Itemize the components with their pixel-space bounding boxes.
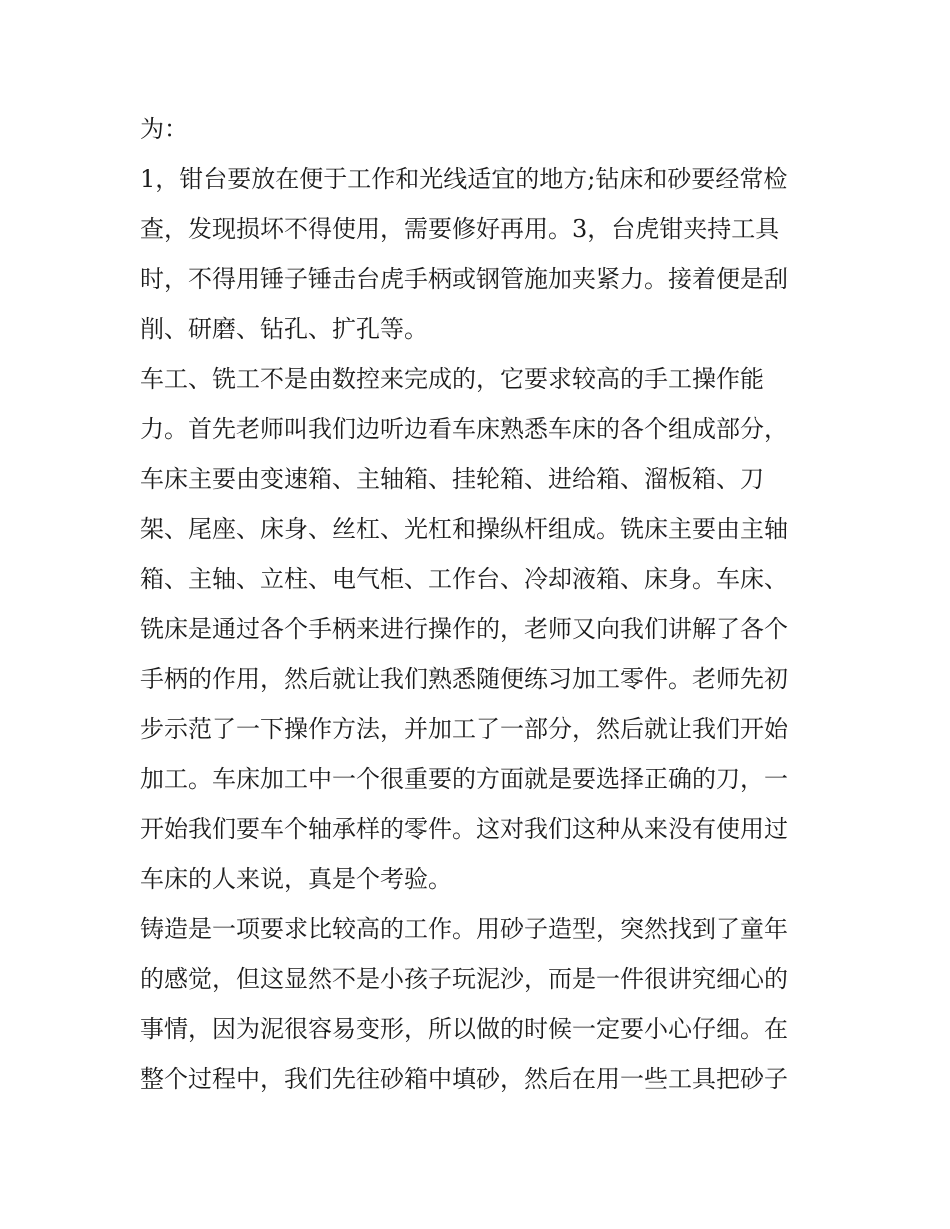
text-line: 车床的人来说，真是个考验。 — [140, 865, 452, 893]
text-line: 为： — [140, 115, 188, 143]
text-line: 事情，因为泥很容易变形，所以做的时候一定要小心仔细。在 — [140, 1015, 788, 1043]
text-line: 手柄的作用，然后就让我们熟悉随便练习加工零件。老师先初 — [140, 665, 788, 693]
text-line: 整个过程中，我们先往砂箱中填砂，然后在用一些工具把砂子 — [140, 1065, 788, 1093]
text-line: 铸造是一项要求比较高的工作。用砂子造型，突然找到了童年 — [140, 915, 788, 943]
text-line: 削、研磨、钻孔、扩孔等。 — [140, 315, 428, 343]
text-line: 步示范了一下操作方法，并加工了一部分，然后就让我们开始 — [140, 715, 788, 743]
paragraph-bench-work — [140, 154, 815, 354]
text-line: 箱、主轴、立柱、电气柜、工作台、冷却液箱、床身。车床、 — [140, 565, 788, 593]
text-line: 铣床是通过各个手柄来进行操作的，老师又向我们讲解了各个 — [140, 615, 788, 643]
document-body — [140, 104, 815, 1104]
paragraph-casting — [140, 904, 815, 1104]
text-line: 的感觉，但这显然不是小孩子玩泥沙，而是一件很讲究细心的 — [140, 965, 788, 993]
text-line: 车床主要由变速箱、主轴箱、挂轮箱、进给箱、溜板箱、刀 — [140, 465, 764, 493]
text-line: 加工。车床加工中一个很重要的方面就是要选择正确的刀，一 — [140, 765, 788, 793]
text-line: 开始我们要车个轴承样的零件。这对我们这种从来没有使用过 — [140, 815, 788, 843]
paragraph-intro — [140, 104, 815, 154]
text-line: 1，钳台要放在便于工作和光线适宜的地方;钻床和砂要经常检 — [140, 165, 788, 193]
paragraph-lathe-milling — [140, 354, 815, 904]
text-line: 时，不得用锤子锤击台虎手柄或钢管施加夹紧力。接着便是刮 — [140, 265, 788, 293]
text-line: 架、尾座、床身、丝杠、光杠和操纵杆组成。铣床主要由主轴 — [140, 515, 788, 543]
text-line: 查，发现损坏不得使用，需要修好再用。3，台虎钳夹持工具 — [140, 215, 780, 243]
text-line: 车工、铣工不是由数控来完成的，它要求较高的手工操作能 — [140, 365, 764, 393]
text-line: 力。首先老师叫我们边听边看车床熟悉车床的各个组成部分， — [140, 415, 788, 443]
